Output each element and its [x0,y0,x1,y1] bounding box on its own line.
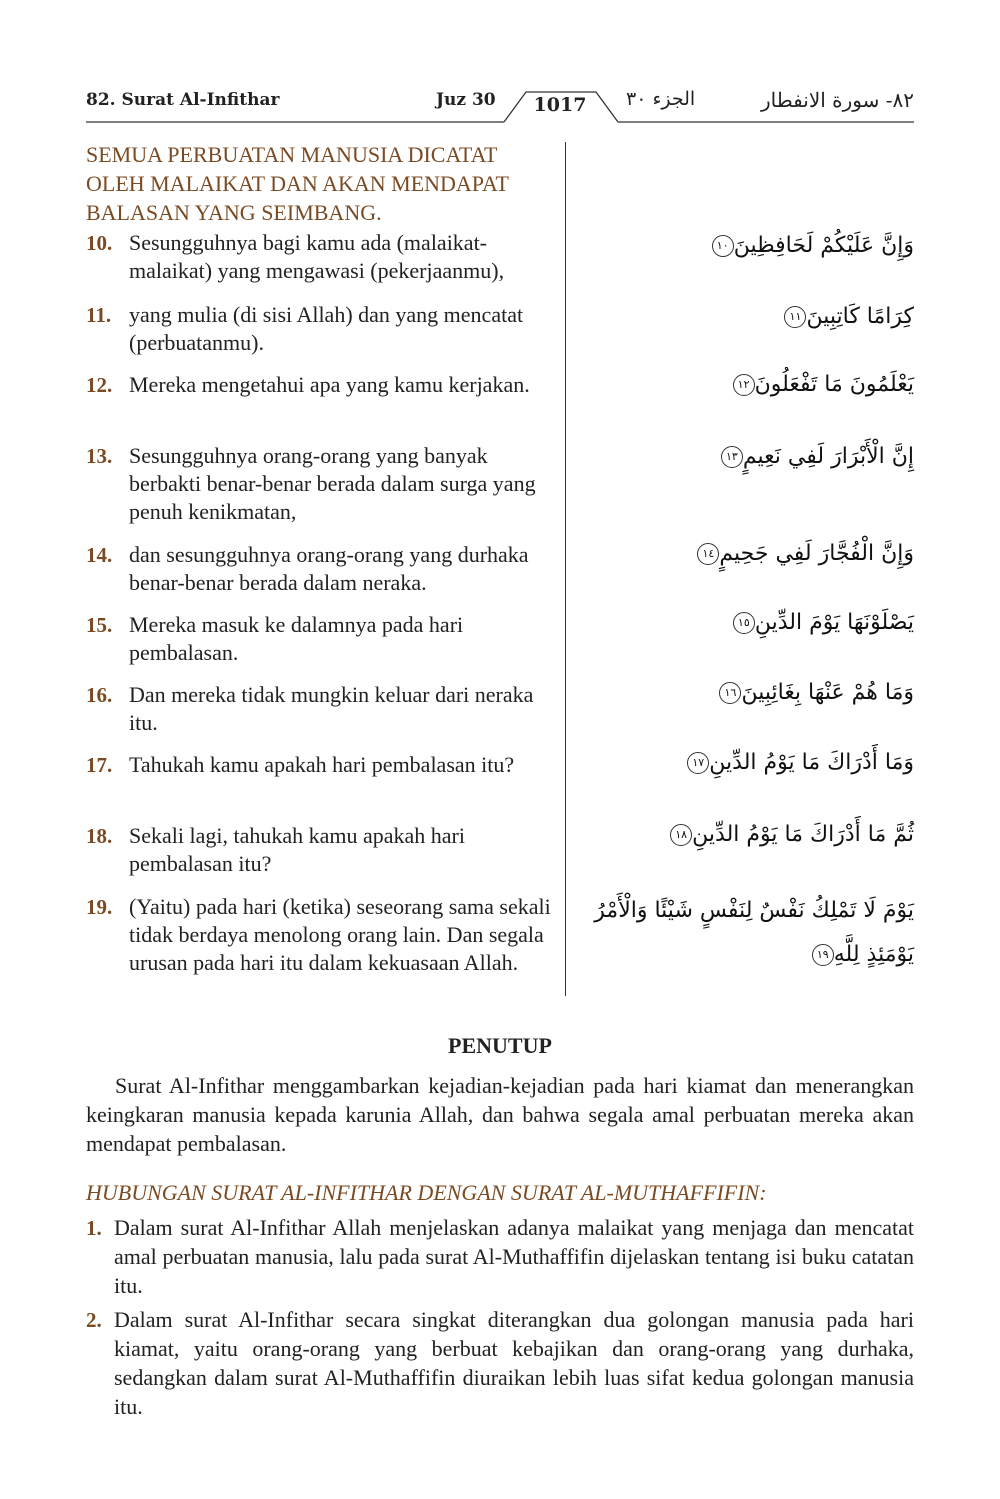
verse-translation: Sesungguhnya orang-orang yang banyak berbakti benar-benar berada dalam surga yang penuh kenikmatan, [129,443,536,524]
verse-number: 15. [86,613,113,637]
verse-translation: Tahukah kamu apakah hari pembalasan itu? [129,752,515,777]
relation-heading: HUBUNGAN SURAT AL-INFITHAR DENGAN SURAT AL-MUTHAFFIFIN: [86,1180,767,1205]
ayah-end-mark: ١٩ [812,944,834,966]
arabic-text: يَوْمَ لَا تَمْلِكُ نَفْسٌ لِنَفْسٍ شَيْئًا وَالْأَمْرُ يَوْمَئِذٍ لِلَّهِ [594,898,914,967]
relation-item-number: 2. [86,1308,102,1332]
verse-number: 11. [86,303,112,327]
verse-arabic [594,818,914,852]
verse-number: 16. [86,683,113,707]
verse-number: 19. [86,895,113,919]
relation-item-text: Dalam surat Al-Infithar Allah menjelaskan adanya malaikat yang menjaga dan mencatat amal perbuatan manusia, lalu pada surat Al-Muthaffifin dijelaskan tentang isi buku catatan itu. [114,1215,914,1298]
closing-paragraph: Surat Al-Infithar menggambarkan kejadian-kejadian pada hari kiamat dan menerangkan keingkaran manusia kepada karunia Allah, dan bahwa segala amal perbuatan mereka akan mendapat pembalasan. [86,1073,914,1156]
verse-arabic [594,229,914,263]
verse-translation: Mereka masuk ke dalamnya pada hari pembalasan. [129,612,464,665]
ayah-end-mark: ١١ [784,306,806,328]
arabic-text: يَصْلَوْنَهَا يَوْمَ الدِّينِ [754,610,914,635]
verse-translation: dan sesungguhnya orang-orang yang durhaka benar-benar berada dalam neraka. [129,542,529,595]
verse-arabic [594,676,914,710]
verse-number: 12. [86,373,113,397]
verse-arabic [594,300,914,334]
verse-translation: Mereka mengetahui apa yang kamu kerjakan. [129,372,530,397]
ayah-end-mark: ١٣ [721,446,743,468]
verse-arabic [594,889,914,977]
arabic-text: وَمَا هُمْ عَنْهَا بِغَائِبِينَ [741,680,914,705]
ayah-end-mark: ١٠ [712,235,734,257]
page-number: 1017 [533,94,587,116]
ayah-end-mark: ١٧ [687,752,709,774]
verse-arabic [594,368,914,402]
verse-number: 13. [86,444,113,468]
relation-item-number: 1. [86,1216,102,1240]
verse-translation: (Yaitu) pada hari (ketika) seseorang sama sekali tidak berdaya menolong orang lain. Dan segala urusan pada hari itu dalam kekuasaan Allah. [129,894,551,975]
arabic-text: ثُمَّ مَا أَدْرَاكَ مَا يَوْمُ الدِّينِ [692,822,914,847]
ayah-end-mark: ١٨ [670,824,692,846]
surah-title-arabic: ٨٢- سورة الانفطار [761,88,914,112]
page-header [86,88,914,124]
section-heading: SEMUA PERBUATAN MANUSIA DICATAT OLEH MALAIKAT DAN AKAN MENDAPAT BALASAN YANG SEIMBANG. [86,142,509,225]
ayah-end-mark: ١٤ [697,543,719,565]
arabic-text: يَعْلَمُونَ مَا تَفْعَلُونَ [754,372,914,397]
verse-translation: Sesungguhnya bagi kamu ada (malaikat-malaikat) yang mengawasi (pekerjaanmu), [129,230,505,283]
verse-arabic [594,440,914,474]
verse-translation: yang mulia (di sisi Allah) dan yang mencatat (perbuatanmu). [129,302,524,355]
verse-translation: Sekali lagi, tahukah kamu apakah hari pembalasan itu? [129,823,465,876]
ayah-end-mark: ١٢ [733,374,755,396]
juz-label-arabic: الجزء ٣٠ [626,88,696,110]
ayah-end-mark: ١٦ [719,682,741,704]
verse-translation: Dan mereka tidak mungkin keluar dari neraka itu. [129,682,534,735]
arabic-text: وَإِنَّ عَلَيْكُمْ لَحَافِظِينَ [733,233,914,258]
verse-number: 14. [86,543,113,567]
verse-number: 17. [86,753,113,777]
juz-label-latin: Juz 30 [436,90,496,110]
verse-arabic [594,606,914,640]
verse-number: 10. [86,231,113,255]
column-divider [565,142,566,996]
surah-title-latin: 82. Surat Al-Infithar [86,90,280,110]
verse-number: 18. [86,824,113,848]
arabic-text: وَإِنَّ الْفُجَّارَ لَفِي جَحِيمٍ [719,541,914,566]
relation-item-text: Dalam surat Al-Infithar secara singkat diterangkan dua golongan manusia pada hari kiamat, yaitu orang-orang yang berbuat kebajikan dan orang-orang yang durhaka, sedangkan dalam surat Al-Muthaffifin diuraikan lebih luas sifat kedua golongan manusia itu. [114,1307,914,1419]
closing-title: PENUTUP [448,1033,552,1058]
arabic-text: كِرَامًا كَاتِبِينَ [806,304,914,329]
verse-arabic [594,746,914,780]
arabic-text: وَمَا أَدْرَاكَ مَا يَوْمُ الدِّينِ [709,750,914,775]
arabic-text: إِنَّ الْأَبْرَارَ لَفِي نَعِيمٍ [742,444,914,469]
ayah-end-mark: ١٥ [733,612,755,634]
verse-arabic [594,537,914,571]
